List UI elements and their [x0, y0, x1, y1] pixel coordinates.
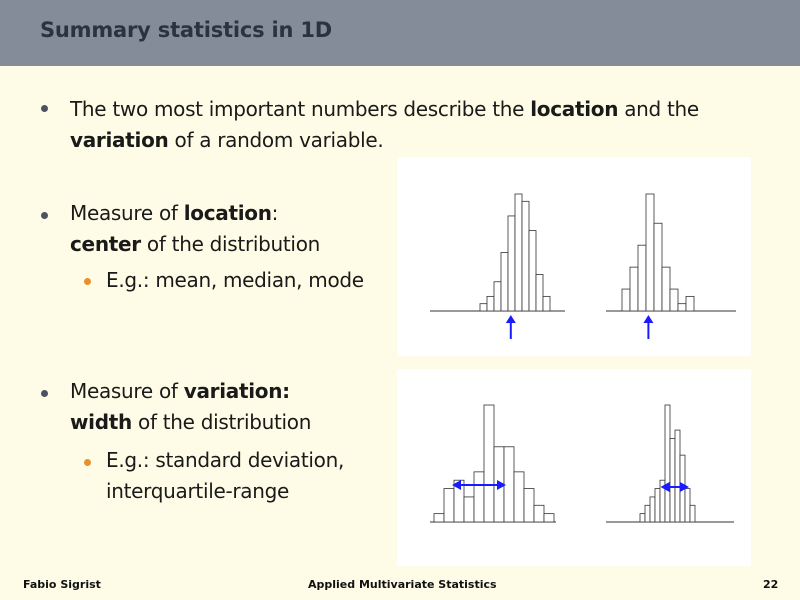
title-bar [0, 0, 800, 66]
slide-title: Summary statistics in 1D [40, 18, 333, 42]
bullet-1-keyword-location: location [530, 97, 619, 121]
bullet-3-text [70, 376, 311, 438]
bullet-2-line-2-post: of the distribution [140, 232, 321, 256]
location-left-bar [522, 201, 529, 311]
bullet-1-line-1-post: and the [618, 97, 699, 121]
bullet-2-line-1-pre: Measure of [70, 201, 184, 225]
variation-left-bar [504, 447, 514, 522]
location-left-bar [501, 253, 508, 312]
variation-left-bar [514, 472, 524, 522]
bullet-2-sub-text: E.g.: mean, median, mode [106, 268, 364, 292]
location-right-bar [670, 289, 678, 311]
location-left-bar [508, 216, 515, 311]
variation-left-bar [534, 505, 544, 522]
location-left-bar [494, 282, 501, 311]
location-right-bar [686, 296, 694, 311]
bullet-point-2 [41, 212, 48, 219]
bullet-2-line-1 [70, 198, 320, 229]
variation-right-bar [650, 497, 655, 522]
bullet-3-sub-line-1: E.g.: standard deviation, [106, 448, 345, 472]
bullet-2-line-2 [70, 229, 320, 260]
bullet-3-line-2 [70, 407, 311, 438]
location-right-bar [646, 194, 654, 311]
sub-bullet-point-3 [84, 459, 91, 466]
variation-left-bar [524, 489, 534, 522]
variation-figure-panel [397, 369, 751, 566]
bullet-2-keyword-center: center [70, 232, 141, 256]
bullet-1-line-2 [70, 125, 699, 156]
variation-left-bar [434, 514, 444, 522]
variation-right-bar [670, 438, 675, 522]
location-right-bar [654, 223, 662, 311]
bullet-3-keyword-variation: variation: [183, 379, 290, 403]
bullet-3-sub-line-2: interquartile-range [106, 479, 290, 503]
bullet-1-line-1 [70, 94, 699, 125]
bullet-1-text [70, 94, 699, 156]
bullet-3-sub-text [106, 445, 344, 507]
bullet-2-line-1-post: : [271, 201, 279, 225]
location-right-bar [678, 304, 686, 311]
location-right-histogram [606, 194, 736, 339]
sub-bullet-point-2 [84, 278, 91, 285]
location-left-location-arrow-head [506, 315, 516, 323]
variation-left-bar [464, 497, 474, 522]
bullet-1-line-1-pre: The two most important numbers describe the [70, 97, 531, 121]
variation-right-bar [685, 489, 690, 522]
bullet-3-keyword-width: width [70, 410, 132, 434]
bullet-3-line-1 [70, 376, 311, 407]
location-figure-panel [397, 157, 751, 356]
location-left-histogram [430, 194, 565, 339]
bullet-2-keyword-location: location [183, 201, 272, 225]
variation-right-histogram [606, 405, 734, 522]
footer-course-title: Applied Multivariate Statistics [308, 578, 497, 591]
location-right-bar [638, 245, 646, 311]
location-left-bar [543, 296, 550, 311]
variation-left-bar [484, 405, 494, 522]
location-right-location-arrow-head [643, 315, 653, 323]
bullet-point-1 [41, 105, 48, 112]
bullet-2-text [70, 198, 320, 260]
footer-author: Fabio Sigrist [23, 578, 101, 591]
bullet-point-3 [41, 390, 48, 397]
location-right-bar [622, 289, 630, 311]
location-left-bar [536, 274, 543, 311]
variation-left-bar [474, 472, 484, 522]
page-number: 22 [763, 578, 779, 591]
bullet-3-line-2-post: of the distribution [131, 410, 312, 434]
bullet-3-line-1-pre: Measure of [70, 379, 184, 403]
location-left-bar [487, 296, 494, 311]
variation-right-bar [655, 489, 660, 522]
variation-left-bar [444, 489, 454, 522]
variation-right-bar [640, 514, 645, 522]
location-right-bar [630, 267, 638, 311]
variation-right-bar [665, 405, 670, 522]
location-histograms [397, 157, 751, 356]
variation-right-bar [690, 505, 695, 522]
location-left-bar [515, 194, 522, 311]
variation-left-bar [544, 514, 554, 522]
variation-right-bar [645, 505, 650, 522]
bullet-1-line-2-post: of a random variable. [168, 128, 384, 152]
location-left-bar [480, 304, 487, 311]
variation-right-bar [675, 430, 680, 522]
variation-left-histogram [430, 405, 556, 522]
bullet-1-keyword-variation: variation [70, 128, 169, 152]
variation-histograms [397, 369, 751, 566]
location-right-bar [662, 267, 670, 311]
location-left-bar [529, 231, 536, 311]
